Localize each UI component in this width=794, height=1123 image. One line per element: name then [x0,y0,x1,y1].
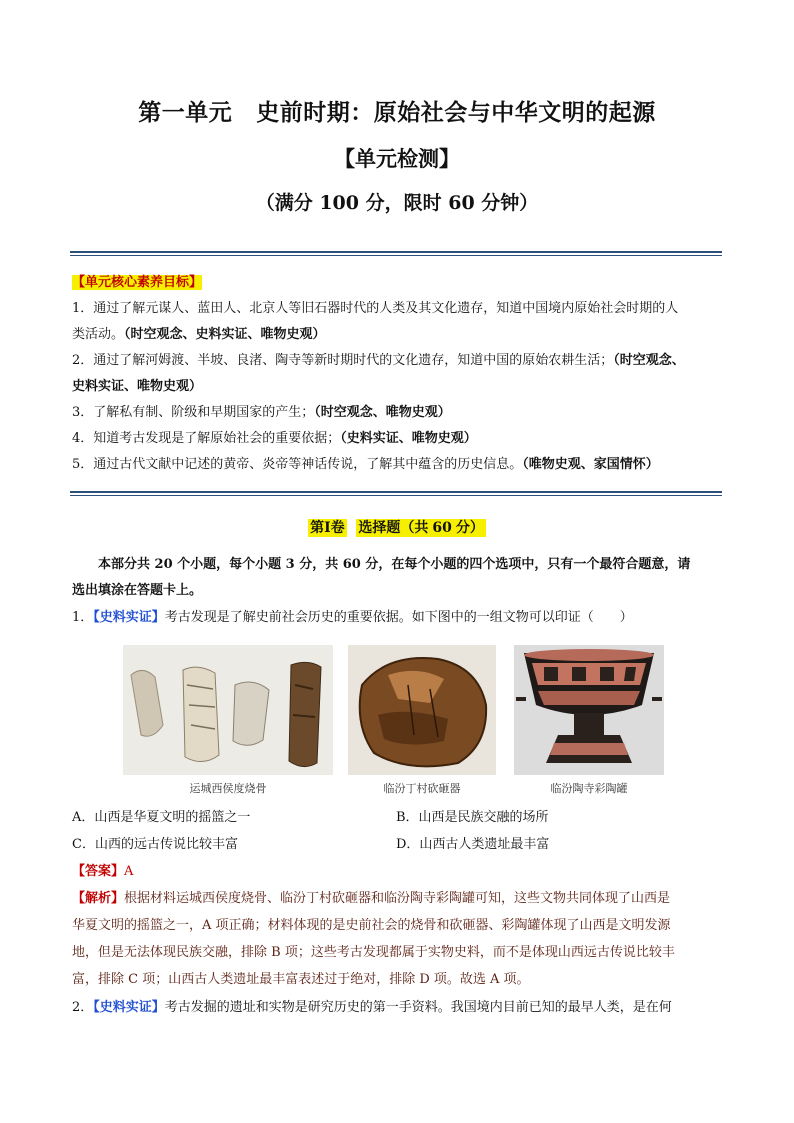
unit-name: 史前时期：原始社会与中华文明的起源 [256,99,656,126]
question-2-stem: 2．【史料实证】考古发掘的遗址和实物是研究历史的第一手资料。我国境内目前已知的最早人类，是在何 [72,1000,672,1015]
question-1-stem: 1．【史料实证】考古发现是了解史前社会历史的重要依据。如下图中的一组文物可以印证（ ） [72,610,633,625]
photo-2-caption: 临汾丁村砍砸器 [383,782,461,795]
section-title: 第Ⅰ卷 选择题（共 60 分） [310,520,484,536]
score-note: （满分 100 分，限时 60 分钟） [255,192,539,214]
option-b[interactable]: B．山西是民族交融的场所 [396,810,549,825]
analysis-label: 【解析】 [72,891,125,906]
goal-1-tags: （时空观念、史料实证、唯物史观） [124,327,326,342]
goal-2-tags: 史料实证、唯物史观） [72,379,203,394]
chopper-tool-photo [348,645,496,775]
unit-title [0,94,794,127]
option-d[interactable]: D．山西古人类遗址最丰富 [396,837,550,852]
answer-line [72,860,133,879]
goals-label: 【单元核心素养目标】 [72,275,203,290]
option-c[interactable]: C．山西的远古传说比较丰富 [72,837,238,852]
test-subtitle: 【单元检测】 [334,146,460,171]
top-divider [70,251,722,256]
answer-label: 【答案】 [72,864,125,879]
question-2-tag: 【史料实证】 [93,1000,165,1015]
goal-item-4: 4．知道考古发现是了解原始社会的重要依据；（史料实证、唯物史观） [72,431,477,446]
answer-value: A [124,864,134,879]
goal-item-2: 2．通过了解河姆渡、半坡、良渚、陶寺等新时期时代的文化遗存，知道中国的原始农耕生活；（时空观念、 [72,353,685,368]
goals-box: 【单元核心素养目标】 1．通过了解元谋人、蓝田人、北京人等旧石器时代的人类及其文化遗存，知道中国境内原始社会时期的人 类活动。（时空观念、史料实证、唯物史观） 2．通过了解河姆渡、半坡、良渚、陶寺等新时期时代的文化遗存，知道中国的原始农耕生活；（时空观念、 史料实证、唯物史观） 3．了解私有制、阶级和早期国家的产生；（时空观念、唯物史观） 4．知道考古发现是了解原始社会的重要依据；（史料实证、唯物史观） 5．通过古代文献中记述的黄帝、炎帝等神话传说，了解其中蕴含的历史信息。（唯物史观、家国情怀） [72,270,724,478]
option-a[interactable]: A．山西是华夏文明的摇篮之一 [72,810,251,825]
question-1-tag: 【史料实证】 [93,610,165,625]
photo-3-caption: 临汾陶寺彩陶罐 [550,782,628,795]
analysis-block: 【解析】根据材料运城西侯度烧骨、临汾丁村砍砸器和临汾陶寺彩陶罐可知，这些文物共同体现了山西是 华夏文明的摇篮之一，A 项正确；材料体现的是史前社会的烧骨和砍砸器、彩陶罐体现了山西是文明发源 地，但是无法体现民族交融，排除 B 项；这些考古发现都属于实物史料，而不是体现山西远古传说比较丰 富，排除 C 项；山西古人类遗址最丰富表述过于绝对，排除 D 项。故选 A 项。 [72,891,675,987]
goal-item-3: 3．了解私有制、阶级和早期国家的产生；（时空观念、唯物史观） [72,405,451,420]
burnt-bones-photo [123,645,333,775]
goal-item-1: 1．通过了解元谋人、蓝田人、北京人等旧石器时代的人类及其文化遗存，知道中国境内原始社会时期的人 [72,301,679,316]
goal-item-5: 5．通过古代文献中记述的黄帝、炎帝等神话传说，了解其中蕴含的历史信息。（唯物史观、家国情怀） [72,457,659,472]
goals-divider [70,491,722,496]
section-intro: 本部分共 20 个小题，每个小题 3 分，共 60 分，在每个小题的四个选项中，只有一个最符合题意，请 选出填涂在答题卡上。 [72,557,691,598]
unit-number: 第一单元 [138,99,233,126]
photo-1-caption: 运城西侯度烧骨 [189,782,267,795]
painted-pottery-photo [514,645,664,775]
